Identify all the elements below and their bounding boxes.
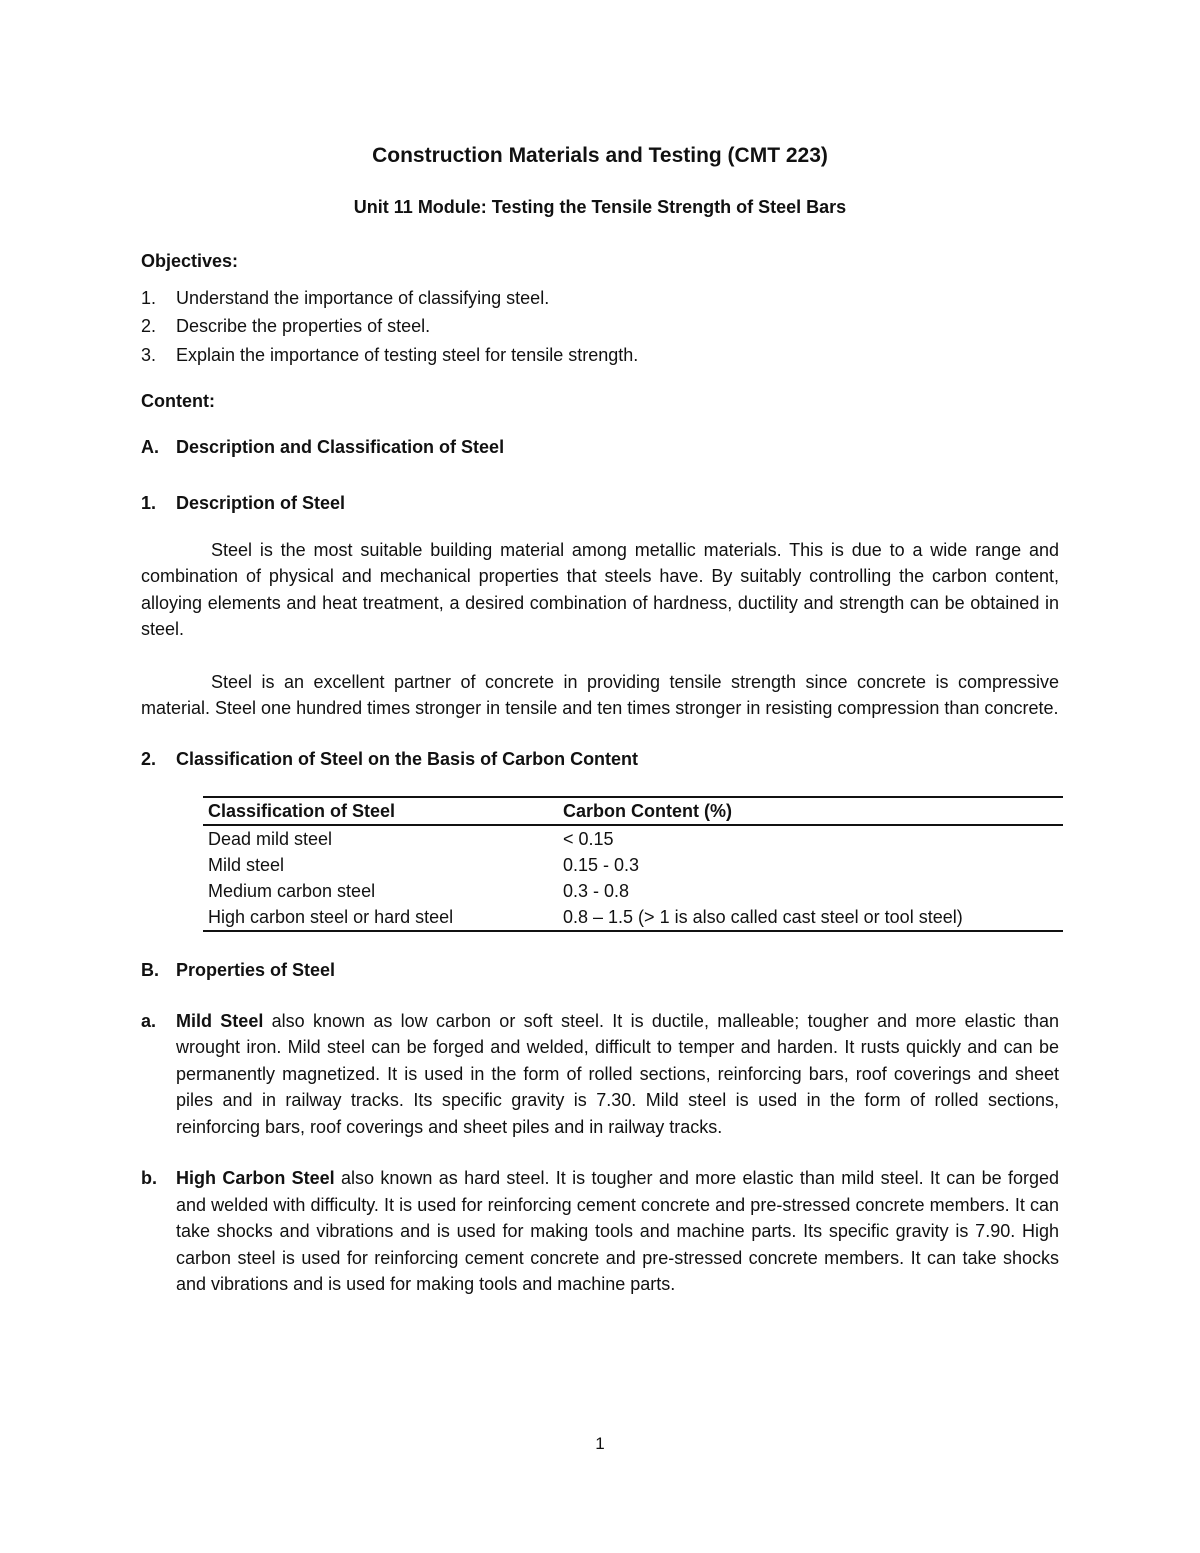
property-description: also known as low carbon or soft steel. It is ductile, malleable; tougher and more elastic than wrought iron. Mild steel can be forged and welded, difficult to temper and harden. It rusts quickly and can be permanently magnetized. It is used in the form of rolled sections, reinforcing bars, roof coverings and sheet piles and in railway tracks. Its specific gravity is 7.30. Mild steel is used in the form of rolled sections, reinforcing bars, roof coverings and sheet piles and in railway tracks. (176, 1010, 1059, 1137)
table-row (203, 904, 1063, 931)
table-header-cell: Carbon Content (%) (558, 797, 1063, 825)
section-title: Classification of Steel on the Basis of Carbon Content (176, 748, 639, 769)
property-term: High Carbon Steel (176, 1168, 335, 1188)
table-header-cell: Classification of Steel (203, 797, 558, 825)
property-label: a. (141, 1010, 157, 1031)
list-item-text: Describe the properties of steel. (176, 316, 431, 336)
section-label: A. (141, 436, 159, 457)
table-cell: 0.3 - 0.8 (563, 881, 630, 901)
property-description: also known as hard steel. It is tougher and more elastic than mild steel. It can be forged and welded with difficulty. It is used for reinforcing cement concrete and pre-stressed concrete members. It can take shocks and vibrations and is used for making tools and machine parts. Its specific gravity is 7.90. High carbon steel is used for reinforcing cement concrete and pre-stressed concrete members. It can take shocks and vibrations and is used for making tools and machine parts. (176, 1168, 1060, 1294)
section-b-heading (141, 957, 1059, 984)
section-title: Properties of Steel (176, 960, 336, 980)
page-content (141, 140, 1059, 1298)
property-text (176, 1008, 1059, 1141)
property-item-high-carbon-steel (141, 1165, 1059, 1298)
table-row (203, 825, 1063, 852)
list-item-number: 3. (141, 344, 157, 365)
list-item (141, 313, 1059, 340)
table-cell: Mild steel (208, 855, 285, 875)
table-row (203, 878, 1063, 904)
table-row (203, 852, 1063, 878)
list-item-number: 1. (141, 287, 157, 308)
list-item (141, 342, 1059, 369)
table-cell: Dead mild steel (208, 829, 333, 849)
content-heading: Content: (141, 391, 215, 411)
section-label: B. (141, 960, 159, 980)
property-label: b. (141, 1168, 157, 1188)
table-cell: < 0.15 (563, 829, 614, 849)
document-title: Construction Materials and Testing (CMT 223) (372, 144, 828, 167)
section-2-heading (141, 746, 1059, 773)
table-cell: Medium carbon steel (208, 881, 376, 901)
section-label: 1. (141, 493, 157, 513)
description-paragraph-2: Steel is an excellent partner of concrete in providing tensile strength since concrete is compressive material. Steel one hundred times stronger in tensile and ten times stronger in resisting compression than concrete. (141, 671, 1059, 718)
section-1-heading (141, 490, 1059, 517)
objectives-list (141, 285, 1059, 369)
property-text (176, 1165, 1059, 1298)
property-item-mild-steel (141, 1008, 1059, 1141)
list-item-number: 2. (141, 316, 157, 336)
table-cell: 0.8 – 1.5 (> 1 is also called cast steel or tool steel) (558, 904, 1063, 931)
description-paragraph-1: Steel is the most suitable building material among metallic materials. This is due to a wide range and combination of physical and mechanical properties that steels have. By suitably controlling the carbon content, alloying elements and heat treatment, a desired combination of hardness, ductility and strength can be obtained in steel. (141, 539, 1059, 639)
page-number: 1 (595, 1434, 605, 1453)
table-cell: High carbon steel or hard steel (203, 904, 558, 931)
table-header-row (203, 797, 1063, 825)
section-a-heading (141, 434, 1059, 461)
list-item (141, 285, 1059, 312)
section-label: 2. (141, 748, 157, 769)
list-item-text: Understand the importance of classifying steel. (176, 287, 550, 308)
document-subtitle: Unit 11 Module: Testing the Tensile Strength of Steel Bars (353, 197, 847, 217)
section-title: Description and Classification of Steel (176, 436, 505, 457)
table-cell: 0.15 - 0.3 (563, 855, 640, 875)
list-item-text: Explain the importance of testing steel for tensile strength. (176, 344, 639, 365)
section-title: Description of Steel (176, 493, 346, 513)
property-term: Mild Steel (176, 1010, 264, 1031)
objectives-heading: Objectives: (141, 251, 239, 271)
carbon-content-table (203, 796, 1063, 932)
